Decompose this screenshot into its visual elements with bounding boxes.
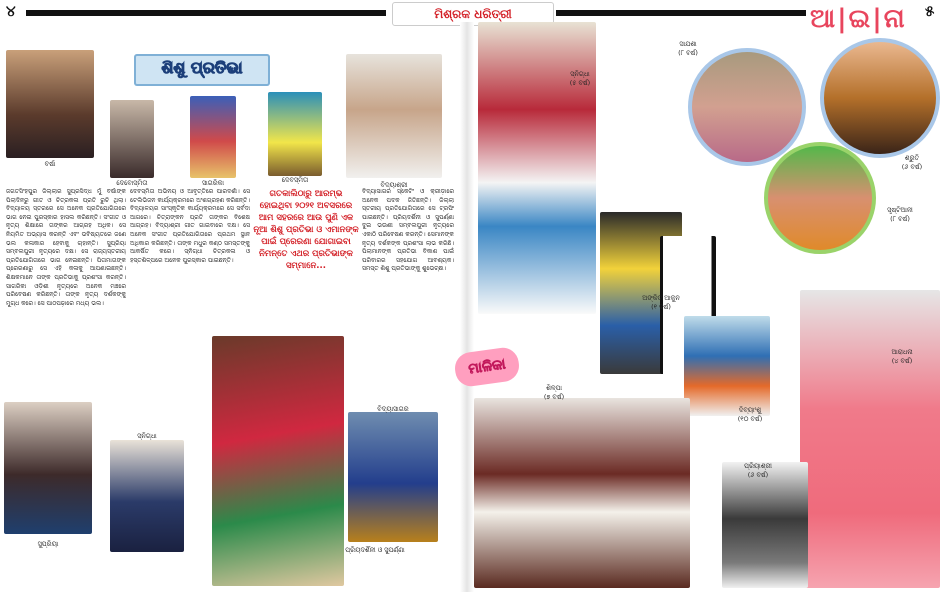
- page-number-left: ୪: [6, 2, 16, 20]
- section-title: ଶିଶୁ ପ୍ରତିଭା: [161, 58, 243, 77]
- malika-badge: ମାଳିକା: [453, 346, 521, 389]
- caption-supriya: ସୁପ୍ରିୟା: [37, 540, 59, 548]
- photo-supriya: [4, 402, 92, 534]
- photo-shilpa: [474, 398, 690, 588]
- photo-priyadarshini-suparna: [212, 336, 344, 586]
- caption-aradhana: ଆରାଧନା (୪ ବର୍ଷ): [891, 348, 913, 365]
- caption-sayasha: ସାଯଶା (୮ ବର୍ଷ): [678, 40, 698, 57]
- caption-snigdha: ସ୍ନିଗ୍ଧା: [137, 432, 157, 440]
- caption-debosmita: ଦେବୋସ୍ମିତା: [116, 179, 148, 187]
- photo-divyanshu: [684, 316, 770, 416]
- photo-snigdha: [110, 440, 184, 552]
- caption-sagarika: ସାଗରିକା: [202, 179, 224, 187]
- photo-vidyashree: [346, 54, 442, 178]
- photo-sagarika: [190, 96, 236, 178]
- photo-sayasha-circle: [688, 48, 806, 166]
- caption-snigdha-right: ସ୍ନିଗ୍ଧା (୫ ବର୍ଷ): [569, 70, 591, 87]
- caption-vidyashree: ବିଦ୍ୟାଶ୍ରୀ: [380, 181, 408, 189]
- photo-priyashree: [722, 462, 808, 588]
- aina-title: ଆ|ଇ|ନା: [810, 4, 907, 34]
- photo-barsha: [6, 50, 94, 158]
- caption-ankit: ଅଙ୍କିତ ଆକୁନ (୧ ବର୍ଷ): [642, 294, 680, 311]
- caption-priyadarshini-suparna: ପ୍ରିୟଦର୍ଶିନୀ ଓ ସୁପର୍ଣ୍ଣା: [345, 546, 405, 554]
- article-col-1: ଜଗତସିଂହପୁର ଜିଲ୍ଲାର ସୁପ୍ରସିଦ୍ଧ ମୁଁ ବର୍ଷାଙ୍କ ପିଲାଦିନରୁ ଗୀତ ଓ ଚିତ୍ରକଳା ପ୍ରତି ରୁଚି ଥିଲା। ବିଦ୍ୟାଳୟ ସ୍ତରରେ ସେ ଅନେକ ପ୍ରତିଯୋଗିତାରେ ଭାଗ ନେଇ ପୁରସ୍କାର ହାସଲ କରିଛନ୍ତି। ସଂଗୀତ ଓ ନୃତ୍ୟ ଶିକ୍ଷାରେ ତାଙ୍କର ଆଗ୍ରହ ଅଧିକ। ସେ ନିୟମିତ ଅଭ୍ୟାସ କରନ୍ତି ଏବଂ ଭବିଷ୍ୟତରେ ଜଣେ ଭଲ କଳାକାର ହେବାକୁ ଚାହାନ୍ତି। ସୁପ୍ରିୟା ସମ୍ବଲପୁରୀ ନୃତ୍ୟରେ ଦକ୍ଷ। ସେ ରାଜ୍ୟସ୍ତରୀୟ ପ୍ରତିଯୋଗିତାରେ ଭାଗ ନେଇଛନ୍ତି। ପିତାମାତାଙ୍କ ପ୍ରେରଣାରୁ ସେ ଏହି କଳାକୁ ଆପଣାଇଛନ୍ତି। ଶିକ୍ଷକମାନେ ତାଙ୍କ ପ୍ରତିଭାକୁ ପ୍ରଶଂସା କରନ୍ତି। ସାଗରିକା ଓଡ଼ିଶୀ ନୃତ୍ୟରେ ଅନେକ ମଞ୍ଚରେ ପରିବେଷଣ କରିଛନ୍ତି। ତାଙ୍କ ନୃତ୍ୟ ଦର୍ଶକଙ୍କୁ ମୁଗ୍ଧ କରେ। ସେ ପାଠପଢ଼ାରେ ମଧ୍ୟ ଭଲ।: [6, 188, 126, 307]
- top-rule-right: [556, 10, 806, 16]
- top-rule-left: [26, 10, 386, 16]
- page-number-right: ୫: [925, 2, 935, 20]
- caption-barsha: ବର୍ଷା: [44, 160, 56, 168]
- photo-shruti-circle: [820, 38, 940, 158]
- caption-shilpa: ଶିଳ୍ପା (୭ ବର୍ଷ): [543, 384, 565, 401]
- caption-vidyasagar: ବିଦ୍ୟାସାଗର: [377, 405, 409, 413]
- caption-shruti: ଶ୍ରୁତି (୬ ବର୍ଷ): [901, 154, 923, 171]
- photo-srishtiani-circle: [764, 142, 876, 254]
- photo-snigdha-right: [478, 22, 596, 314]
- masthead: ମିଶ୍ରକ ଧରିତ୍ରୀ: [392, 2, 554, 26]
- photo-aradhana: [800, 290, 940, 588]
- photo-debasmita: [268, 92, 322, 176]
- article-col-3: ବିଦ୍ୟାସାଗର ସ୍କେଟିଂ ଓ କ୍ରୀଡ଼ାରେ ଅନେକ ପଦକ ଜିତିଛନ୍ତି। ଜିଲ୍ଲା ସ୍ତରୀୟ ପ୍ରତିଯୋଗିତାରେ ସେ ଟ୍ରଫି ପାଇଛନ୍ତି। ପ୍ରିୟଦର୍ଶିନୀ ଓ ସୁପର୍ଣ୍ଣା ଦୁଇ ଭଉଣୀ ସମ୍ବଲପୁରୀ ନୃତ୍ୟରେ ଏକାଠି ପରିବେଷଣ କରନ୍ତି। ସେମାନଙ୍କ ନୃତ୍ୟ ଦର୍ଶକଙ୍କ ପ୍ରଶଂସା ଲାଭ କରିଛି। ପିଲାମାନଙ୍କ ପ୍ରତିଭା ବିକାଶ ପାଇଁ ପରିବାରର ସହଯୋଗ ଆବଶ୍ୟକ। ସମସ୍ତ ଶିଶୁ ପ୍ରତିଭାଙ୍କୁ ଶୁଭେଚ୍ଛା।: [362, 188, 454, 273]
- photo-debosmita: [110, 100, 154, 178]
- caption-priyashree: ପ୍ରିୟାଶ୍ରୀ (୬ ବର୍ଷ): [744, 462, 772, 479]
- pull-quote: ଗତକାଲିଠାରୁ ଆରମ୍ଭ ହୋଇଥିବା ୨୦୨୧ ଅବସରରେ ଆମ ସହରରେ ଆଉ ପୁଣି ଏକ ନୂଆ ଶିଶୁ ପ୍ରତିଭା ଓ ଏମାନଙ୍କ ପାଇଁ ପ୍ରେରଣା ଯୋଗାଇବା ନିମନ୍ତେ ଏଥର ପ୍ରତିଭାଙ୍କ ସମ୍ମାନେ...: [253, 189, 359, 271]
- photo-vidyasagar: [348, 412, 438, 542]
- page-gutter: [460, 22, 474, 592]
- caption-divyanshu: ଦିବ୍ୟାଂଶୁ (୧୦ ବର୍ଷ): [737, 406, 763, 423]
- article-col-2: ଦେବସ୍ମିତା ଅଭିନୟ ଓ ଆବୃତ୍ତିରେ ପାରଦର୍ଶୀ। ସେ ଟେଲିଭିଜନ କାର୍ଯ୍ୟକ୍ରମରେ ଅଂଶଗ୍ରହଣ କରିଛନ୍ତି। ବିଦ୍ୟାଳୟର ସାଂସ୍କୃତିକ କାର୍ଯ୍ୟକ୍ରମରେ ସେ ସର୍ବଦା ଆଗରେ। ଚିତ୍ରାଙ୍କନ ପ୍ରତି ତାଙ୍କର ବିଶେଷ ଆଗ୍ରହ। ବିଦ୍ୟାଶ୍ରୀ ଗୀତ ଗାଇବାରେ ଦକ୍ଷ। ସେ ଅନେକ ସଂଗୀତ ପ୍ରତିଯୋଗିତାରେ ପ୍ରଥମ ସ୍ଥାନ ଅଧିକାର କରିଛନ୍ତି। ତାଙ୍କ ମଧୁର କଣ୍ଠ ସମସ୍ତଙ୍କୁ ଆକର୍ଷିତ କରେ। ସ୍ନିଗ୍ଧା ଚିତ୍ରକଳା ଓ ହସ୍ତଶିଳ୍ପରେ ଅନେକ ପୁରସ୍କାର ପାଇଛନ୍ତି।: [130, 188, 250, 264]
- caption-srishtiani: ସୃଷ୍ଟିଆନୀ (୮ ବର୍ଷ): [887, 206, 913, 223]
- caption-debasmita: ଦେବସ୍ମିତା: [281, 176, 309, 184]
